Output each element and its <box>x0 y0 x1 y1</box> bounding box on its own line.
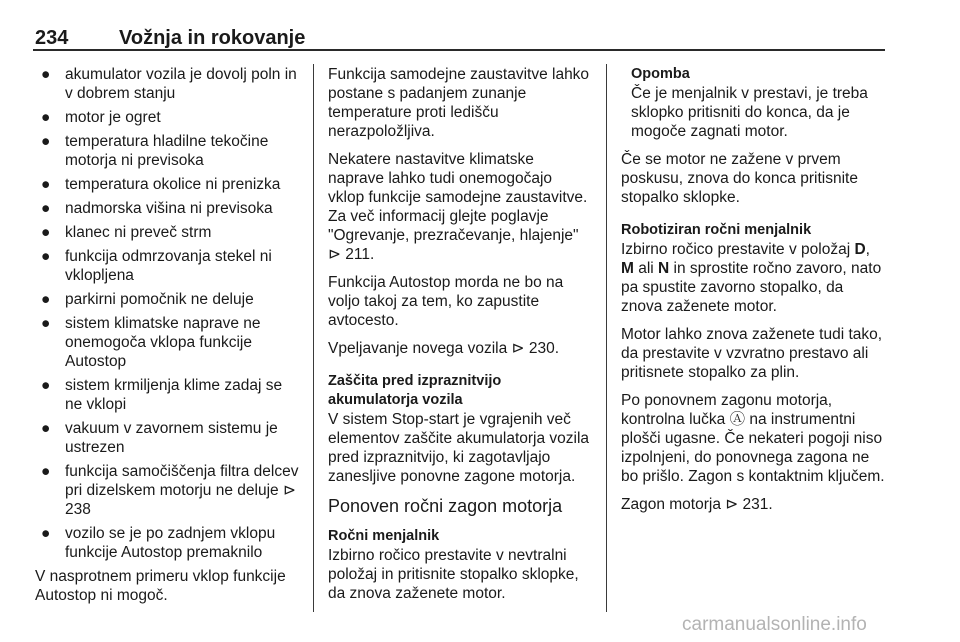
list-item: ● funkcija odmrzovanja stekel ni vklopljena <box>41 248 272 284</box>
list-item: ● sistem klimatske naprave ne onemogoča vklopa funkcije Autostop <box>41 315 261 370</box>
closing-paragraph: V nasprotnem primeru vklop funkcije Autostop ni mogoč. <box>35 568 286 604</box>
page-number: 234 <box>35 27 69 49</box>
column-divider-1 <box>313 64 314 612</box>
paragraph: Vpeljavanje novega vozila ⊳ 230. <box>328 340 560 357</box>
list-item: ● klanec ni preveč strm <box>41 224 212 241</box>
list-item: ● akumulator vozila je dovolj poln in v dobrem stanju <box>41 66 297 102</box>
column-divider-2 <box>606 64 607 612</box>
chapter-title: Vožnja in rokovanje <box>119 27 306 49</box>
subheading-manual: Ročni menjalnik <box>328 528 440 544</box>
autostop-indicator-icon: Ⓐ <box>729 411 746 428</box>
note-box <box>631 65 887 141</box>
paragraph: Izbirno ročico prestavite v položaj D, M ali N in sprostite ročno zavoro, nato pa spustite zavorno stopalko, da znova zaženete motor. <box>621 241 882 315</box>
list-item: ● temperatura hladilne tekočine motorja ni previsoka <box>41 133 269 169</box>
list-item: ● sistem krmiljenja klime zadaj se ne vklopi <box>41 377 283 413</box>
list-item: ● parkirni pomočnik ne deluje <box>41 291 254 308</box>
paragraph: Po ponovnem zagonu motorja, kontrolna lučka Ⓐ na instrumentni plošči ugasne. Če nekateri pogoji niso izpolnjeni, do ponovnega zagona ne bo prišlo. Zagon s kontaktnim ključem. <box>621 392 885 485</box>
list-item: ● vakuum v zavornem sistemu je ustrezen <box>41 420 278 456</box>
watermark: carmanualsonline.info <box>682 614 867 635</box>
paragraph: Nekatere nastavitve klimatske naprave lahko tudi onemogočajo vklop funkcije samodejne zaustavitve. Za več informacij glejte poglavje "Ogrevanje, prezračevanje, hlajenje" ⊳ 211. <box>328 151 588 263</box>
column-right <box>621 65 887 523</box>
section-heading-battery: Zaščita pred izpraznitvijo akumulatorja vozila <box>328 373 502 408</box>
paragraph: V sistem Stop-start je vgrajenih več elementov zaščite akumulatorja vozila pred izpraznitvijo, ki zagotavljajo zanesljive ponovne zagone motorja. <box>328 411 590 485</box>
paragraph: Izbirno ročico prestavite v nevtralni položaj in pritisnite stopalko sklopke, da znova zaženete motor. <box>328 547 579 602</box>
note-title: Opomba <box>631 66 690 82</box>
list-item: ● funkcija samočiščenja filtra delcev pri dizelskem motorju ne deluje ⊳ 238 <box>41 463 299 518</box>
list-item: ● nadmorska višina ni previsoka <box>41 200 273 217</box>
paragraph: Če se motor ne zažene v prvem poskusu, znova do konca pritisnite stopalko sklopke. <box>621 151 858 206</box>
column-left <box>35 65 303 614</box>
note-text: Če je menjalnik v prestavi, je treba sklopko pritisniti do konca, da je mogoče zagnati motor. <box>631 85 868 140</box>
paragraph: Funkcija Autostop morda ne bo na voljo takoj za tem, ko zapustite avtocesto. <box>328 274 564 329</box>
condition-list <box>35 65 303 562</box>
subheading-robotized: Robotiziran ročni menjalnik <box>621 222 812 238</box>
page-header <box>33 22 885 52</box>
list-item: ● vozilo se je po zadnjem vklopu funkcije Autostop premaknilo <box>41 525 276 561</box>
section-title-restart: Ponoven ročni zagon motorja <box>328 496 563 516</box>
column-middle <box>328 65 590 612</box>
paragraph: Zagon motorja ⊳ 231. <box>621 496 773 513</box>
paragraph: Funkcija samodejne zaustavitve lahko postane s padanjem zunanje temperature proti ledišču nerazpoložljiva. <box>328 66 590 140</box>
paragraph: Motor lahko znova zaženete tudi tako, da prestavite v vzvratno prestavo ali pritisnete stopalko za plin. <box>621 326 883 381</box>
list-item: ● motor je ogret <box>41 109 161 126</box>
list-item: ● temperatura okolice ni prenizka <box>41 176 281 193</box>
header-rule <box>33 49 885 51</box>
